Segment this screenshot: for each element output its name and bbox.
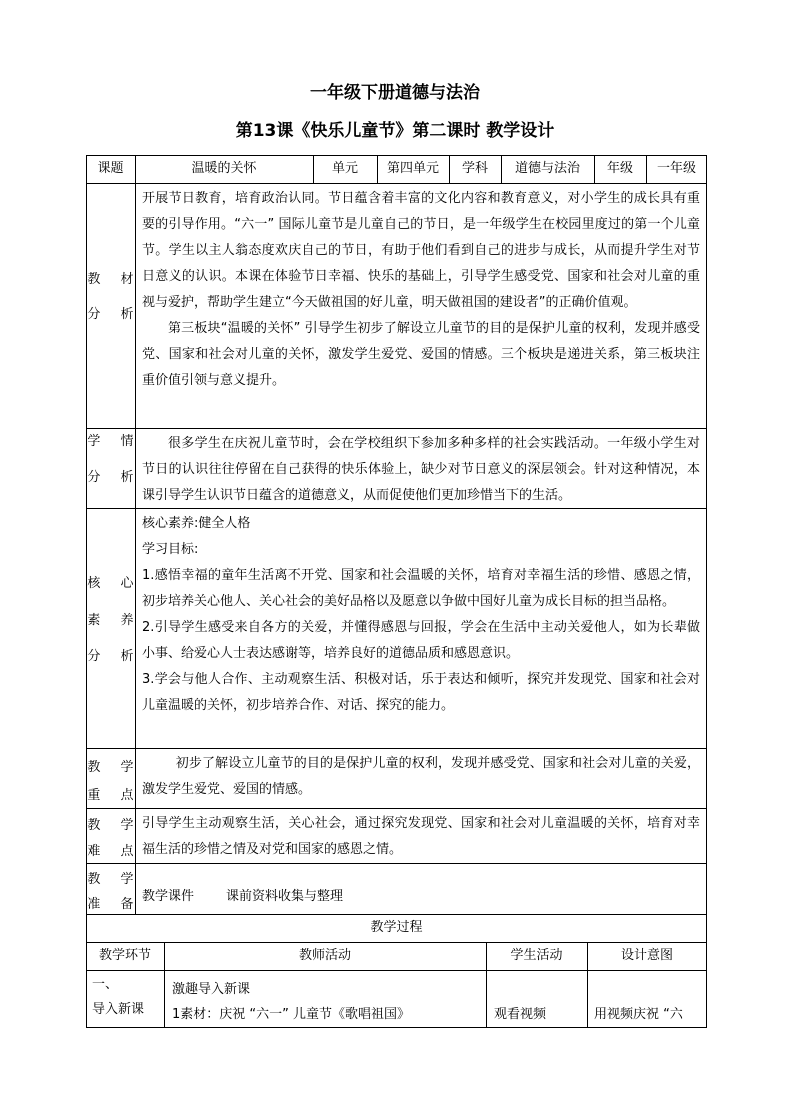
materials-para-1: 开展节日教育，培育政治认同。节日蕴含着丰富的文化内容和教育意义，对小学生的成长具有重要的引导作用。“六一” 国际儿童节是儿童自己的节日，是一年级学生在校园里度过的第一个儿童节。学生以主人翁态度欢庆自己的节日，有助于他们看到自己的进步与成长，从而提升学生对节日意义的认识。本课在体验节日幸福、快乐的基础上，引导学生感受党、国家和社会对儿童的重视与爱护，帮助学生建立“今天做祖国的好儿童，明天做祖国的建设者”的正确价值观。 <box>142 191 700 310</box>
unit-label: 单元 <box>331 161 358 176</box>
difficulties-label-1: 教 学 <box>87 818 142 833</box>
topic-value: 温暖的关怀 <box>191 161 257 176</box>
learning-goal-3: 3.学会与他人合作、主动观察生活、积极对话，乐于表达和倾听，探究并发现党、国家和社会对儿童温暖的关怀，初步培养合作、对话、探究的能力。 <box>142 672 700 713</box>
preparation-item-materials: 课前资料收集与整理 <box>226 889 344 904</box>
materials-label-2: 分 析 <box>87 307 142 322</box>
core-label-2: 素 养 <box>87 613 142 628</box>
materials-label-1: 教 材 <box>87 272 142 287</box>
unit-value: 第四单元 <box>386 161 439 176</box>
students-label-2: 分 析 <box>87 470 142 485</box>
grade-value: 一年级 <box>656 161 696 176</box>
subject-value: 道德与法治 <box>514 161 580 176</box>
process-col-student: 学生活动 <box>510 948 563 963</box>
difficulties-label-2: 难 点 <box>87 844 142 859</box>
core-label-1: 核 心 <box>87 576 142 591</box>
teacher-activity-title: 激趣导入新课 <box>172 982 251 997</box>
preparation-label-2: 准 备 <box>87 897 142 912</box>
key-points-label-1: 教 学 <box>87 760 142 775</box>
core-literacy-analysis <box>142 511 700 719</box>
stage-number: 一、 <box>92 977 119 992</box>
learning-goal-2: 2.引导学生感受来自各方的关爱，并懂得感恩与回报，学会在生活中主动关爱他人，如为长辈做小事、给爱心人士表达感谢等，培养良好的道德品质和感恩意识。 <box>142 620 700 661</box>
learning-goal-1: 1.感悟幸福的童年生活离不开党、国家和社会温暖的关怀，培育对幸福生活的珍惜、感恩之情，初步培养关心他人、关心社会的美好品格以及愿意以争做中国好儿童为成长目标的担当品格。 <box>142 568 700 609</box>
core-literacy: 核心素养:健全人格 <box>142 516 251 531</box>
materials-analysis <box>142 186 700 394</box>
document-title: 一年级下册道德与法治 <box>310 83 480 103</box>
key-points-text: 初步了解设立儿童节的目的是保护儿童的权利，发现并感受党、国家和社会对儿童的关爱，激发学生爱党、爱国的情感。 <box>142 756 700 797</box>
teacher-activity-detail: 1素材：庆祝 “六一” 儿童节《歌唱祖国》 <box>172 1007 411 1022</box>
preparation-item-courseware: 教学课件 <box>142 889 195 904</box>
design-intent: 用视频庆祝 “六 <box>594 1007 683 1022</box>
learning-goals-title: 学习目标: <box>142 542 199 557</box>
students-analysis: 很多学生在庆祝儿童节时，会在学校组织下参加多种多样的社会实践活动。一年级小学生对节日的认识往往停留在自己获得的快乐体验上，缺少对节日意义的深层领会。针对这种情况，本课引导学生认识节日蕴含的道德意义，从而促使他们更加珍惜当下的生活。 <box>142 436 700 503</box>
process-col-teacher: 教师活动 <box>298 948 351 963</box>
core-label-3: 分 析 <box>87 649 142 664</box>
difficulties-text: 引导学生主动观察生活，关心社会，通过探究发现党、国家和社会对儿童温暖的关怀，培育对幸福生活的珍惜之情及对党和国家的感恩之情。 <box>142 816 700 857</box>
key-points-label-2: 重 点 <box>87 788 142 803</box>
process-col-intent: 设计意图 <box>620 948 673 963</box>
stage-name: 导入新课 <box>92 1002 145 1017</box>
student-activity: 观看视频 <box>494 1007 547 1022</box>
process-col-stage: 教学环节 <box>98 948 151 963</box>
students-label-1: 学 情 <box>87 434 142 449</box>
grade-label: 年级 <box>606 161 633 176</box>
subject-label: 学科 <box>461 161 488 176</box>
topic-label: 课题 <box>97 161 124 176</box>
document-subtitle: 第13课《快乐儿童节》第二课时 教学设计 <box>235 121 555 141</box>
materials-para-2: 第三板块“温暖的关怀” 引导学生初步了解设立儿童节的目的是保护儿童的权利，发现并感受党、国家和社会对儿童的关怀，激发学生爱党、爱国的情感。三个板块是递进关系，第三板块注重价值引领与意义提升。 <box>142 321 700 388</box>
process-title: 教学过程 <box>370 920 423 935</box>
preparation-label-1: 教 学 <box>87 872 142 887</box>
